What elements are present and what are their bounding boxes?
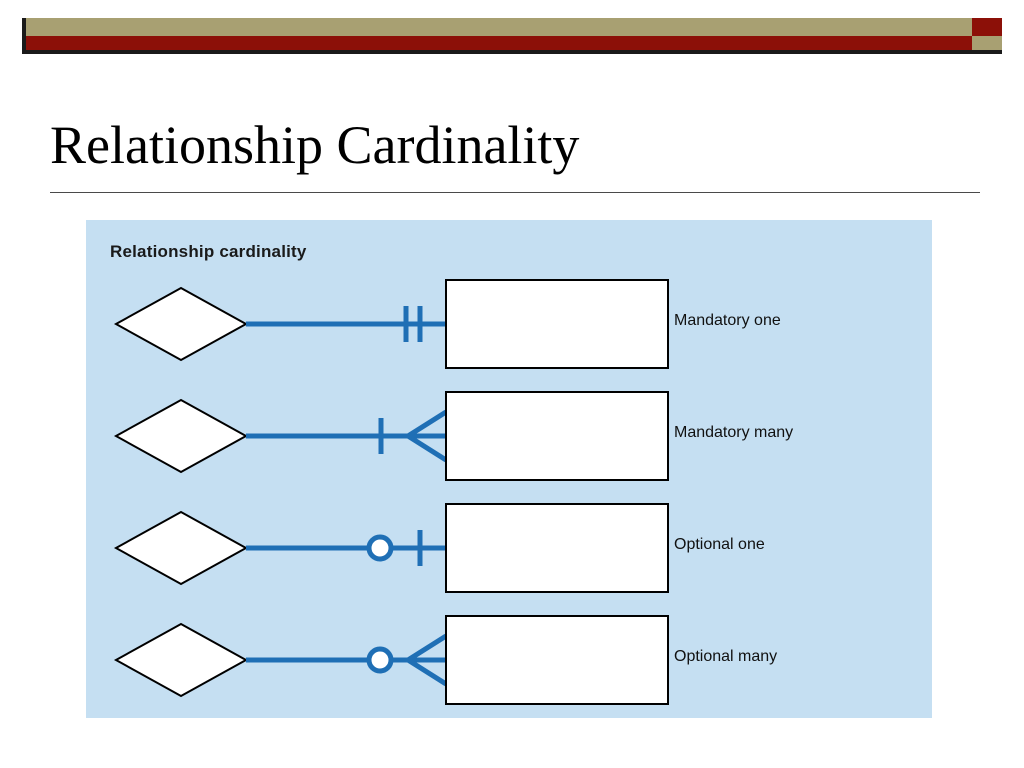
header-bar-right-red — [972, 18, 1002, 36]
diagram-caption: Relationship cardinality — [110, 242, 307, 261]
cardinality-row-mandatory-many — [86, 380, 932, 492]
cardinality-row-label: Optional many — [674, 648, 778, 665]
diagram-panel — [86, 220, 932, 718]
slide-header-decoration — [0, 0, 1024, 60]
cardinality-row-label: Mandatory many — [674, 424, 794, 441]
optional-one-notation-icon — [86, 492, 686, 604]
header-bar-left-edge — [22, 18, 26, 54]
cardinality-row-label: Mandatory one — [674, 312, 781, 329]
mandatory-one-notation-icon — [86, 268, 686, 380]
cardinality-row-optional-one — [86, 492, 932, 604]
optional-many-notation-icon — [86, 604, 686, 716]
header-bar-bottom-rule — [22, 50, 1002, 54]
mandatory-many-notation-icon — [86, 380, 686, 492]
cardinality-row-label: Optional one — [674, 536, 765, 553]
title-underline — [50, 192, 980, 193]
page-title: Relationship Cardinality — [50, 115, 580, 175]
cardinality-row-mandatory-one — [86, 268, 932, 380]
header-bar-khaki — [22, 18, 1002, 36]
cardinality-row-optional-many — [86, 604, 932, 716]
cardinality-rows — [86, 268, 932, 718]
header-bar-red — [22, 36, 1002, 50]
